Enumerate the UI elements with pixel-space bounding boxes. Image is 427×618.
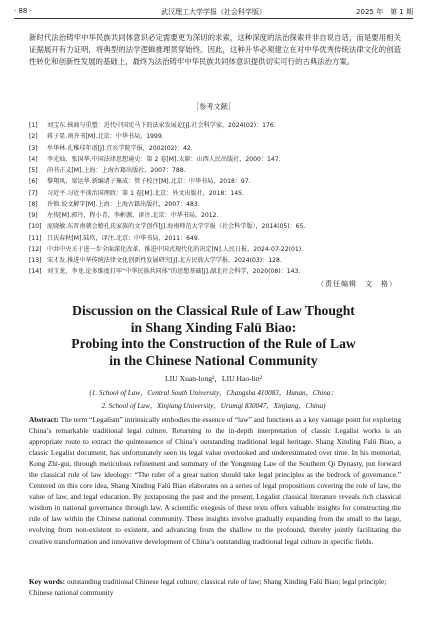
body-paragraph-text: 新时代法治铸牢中华民族共同体意识必定需要更为深切的求索，这种深度的法治探索并非自说自话，而是要用相关证据展开有力证明，将典型的法学逻辑推理贯穿始终。因此，这种升华必须建立在对中华优秀传统法律文化的创造性转化和创新性发展的基础上，最终为法治铸牢中华民族共同体意识提供切实可行的古典法治方案。	[29, 33, 401, 66]
reference-text: 刘宝东.核商与重塑：近代中国宪马下的法家发展论[J].社会科学家，2024(02)：176.	[47, 122, 276, 129]
reference-number: [5]	[29, 167, 38, 174]
authors: LIU Xuan-long¹，LIU Hao-lin²	[165, 374, 262, 383]
english-title-line-3: Probing into the Construction of the Rule of Law	[71, 336, 356, 351]
reference-text: 左传[M].郭丹，程小青，李彬源，译注.北京：中华书局，2012.	[47, 212, 219, 219]
reference-text: 吕氏春秋[M].陆玖，译注.北京：中华书局，2011：649.	[47, 234, 200, 242]
affiliation-2	[0, 401, 427, 411]
reference-text: 牟华林.孔稚珪年谱[J].宜宾学院学报，2002(02)：42.	[47, 144, 193, 152]
affiliation-1	[0, 388, 427, 398]
reference-text: 尚书正义[M].上海：上海古籍出版社，2007：788.	[47, 167, 186, 174]
english-title	[0, 303, 427, 369]
keywords-label: Key words:	[29, 577, 66, 586]
reference-item	[29, 199, 401, 210]
responsible-editor: （责任编辑 文 格）	[317, 280, 397, 288]
reference-number: [12]	[29, 245, 42, 253]
reference-item	[29, 143, 401, 154]
reference-item	[29, 176, 401, 187]
reference-item	[29, 255, 401, 266]
reference-number: [11]	[29, 234, 42, 242]
reference-text: 李光灿，张国华.中国法律思想通史：第 2 卷[M].太原：山西人民出版社，2000：147.	[47, 155, 281, 163]
issue-info: 2025 年 第 1 期	[356, 8, 413, 16]
references-heading: ［参考文献］	[191, 102, 236, 111]
reference-number: [13]	[29, 257, 42, 264]
reference-number: [8]	[29, 200, 38, 208]
english-title-line-1: Discussion on the Classical Rule of Law Thought	[72, 303, 355, 318]
reference-item	[29, 244, 401, 255]
english-title-line-2: in Shang Xinding Falü Biao:	[130, 319, 297, 335]
reference-number: [14]	[29, 268, 42, 276]
reference-item	[29, 221, 401, 232]
running-header	[14, 5, 413, 18]
abstract	[29, 414, 401, 547]
body-paragraph	[29, 32, 401, 68]
reference-item	[29, 120, 401, 131]
reference-item	[29, 266, 401, 277]
reference-item	[29, 233, 401, 244]
keywords-text: outstanding traditional Chinese legal culture; classical rule of law; Shang Xinding Falü Biao; legal principle; Chinese national community	[29, 577, 387, 598]
reference-number: [9]	[29, 212, 38, 219]
reference-text: 蒋子显.南齐书[M].北京：中华书局，1999.	[47, 133, 164, 141]
abstract-label: Abstract:	[29, 415, 59, 424]
reference-text: 刘玉龙，李龙.论多维度打牢“中华民族共同体”的思想基础[J].湖北社会科学，2020(08)：143.	[47, 268, 301, 276]
reference-text: 中共中央关于进一步全面深化改革，推进中国式现代化的决定[N].人民日报，2024-07-22(01).	[47, 245, 304, 253]
reference-number: [3]	[29, 144, 38, 152]
reference-number: [10]	[29, 223, 42, 231]
header-rule	[14, 18, 413, 19]
abstract-text: The term “Legalism” intrinsically embodies the essence of “law” and functions as a key vantage point for exploring China’s remarkable traditional legal culture. Returning to the in-depth interpretation of classic Legalist works is an appropriate route to extract the quintessence of China’s outstanding traditional legal heritage. Shang Xinding Falü Biao, a classic Legalist document, has unfortunately seen its legal value overlooked and underestimated over time. In his memorial, Kong Zhi-gui, through meticulous refinement and summary of the Yongming Law of the Southern Qi Dynasty, put forward the classical rule of law ideology: “The ruler of a great nation should take legal principles as the bedrock of governance.” Centered on this core idea, Shang Xinding Falü Biao elaborates on a series of legal propositions covering the role of law, the value of law, and legal education. By juxtaposing the past and the present, Legalist classical literature reveals rich classical wisdom in national governance through law. A scientific exegesis of these texts offers valuable insights for constructing the rule of law within the Chinese national community. These insights involve gradually expanding from the small to the large, evolving from non-existent to existent, and advancing from the shallow to the profound, thereby jointly facilitating the creative transformation and innovative development of China’s outstanding traditional legal culture in specific fields.	[29, 415, 401, 546]
reference-item	[29, 165, 401, 176]
reference-number: [6]	[29, 178, 38, 186]
journal-name: 武汉理工大学学报（社会科学版）	[161, 8, 266, 16]
keywords	[29, 576, 401, 598]
reference-item	[29, 154, 401, 165]
page-number: · 88 ·	[14, 7, 32, 15]
reference-text: 许慎.说文解字[M].上海：上海古籍出版社，2007：483.	[47, 200, 200, 208]
reference-text: 习近平.习近平谈治国理政：第 1 卷[M].北京：外文出版社，2018：145.	[47, 189, 244, 197]
reference-number: [7]	[29, 189, 38, 197]
reference-number: [4]	[29, 155, 38, 163]
affiliation-2-text: 2. School of Law，Xinjiang University，Urumqi 830047，Xinjiang，China)	[101, 402, 326, 410]
reference-item	[29, 131, 401, 142]
reference-list	[29, 120, 401, 278]
reference-number: [2]	[29, 133, 38, 141]
affiliation-1-text: (1. School of Law，Central South University，Changsha 410083，Hunan，China；	[89, 389, 338, 397]
reference-text: 黎翔凤，梁运华.新编诸子集成：管子校注[M].北京：中华书局，2018：97.	[47, 178, 251, 186]
reference-item	[29, 210, 401, 221]
reference-text: 宋才发.推进中华传统法律文化创新性发展研究[J].北方民族大学学报，2024(03)：128.	[47, 257, 282, 264]
english-title-line-4: in the Chinese National Community	[109, 352, 318, 368]
reference-text: 庞晓敏.东晋南朝会稽孔氏家族的文学创作[J].海南师范大学学报（社会科学版），2014(05)：65.	[47, 223, 306, 231]
reference-number: [1]	[29, 122, 38, 129]
reference-item	[29, 188, 401, 199]
